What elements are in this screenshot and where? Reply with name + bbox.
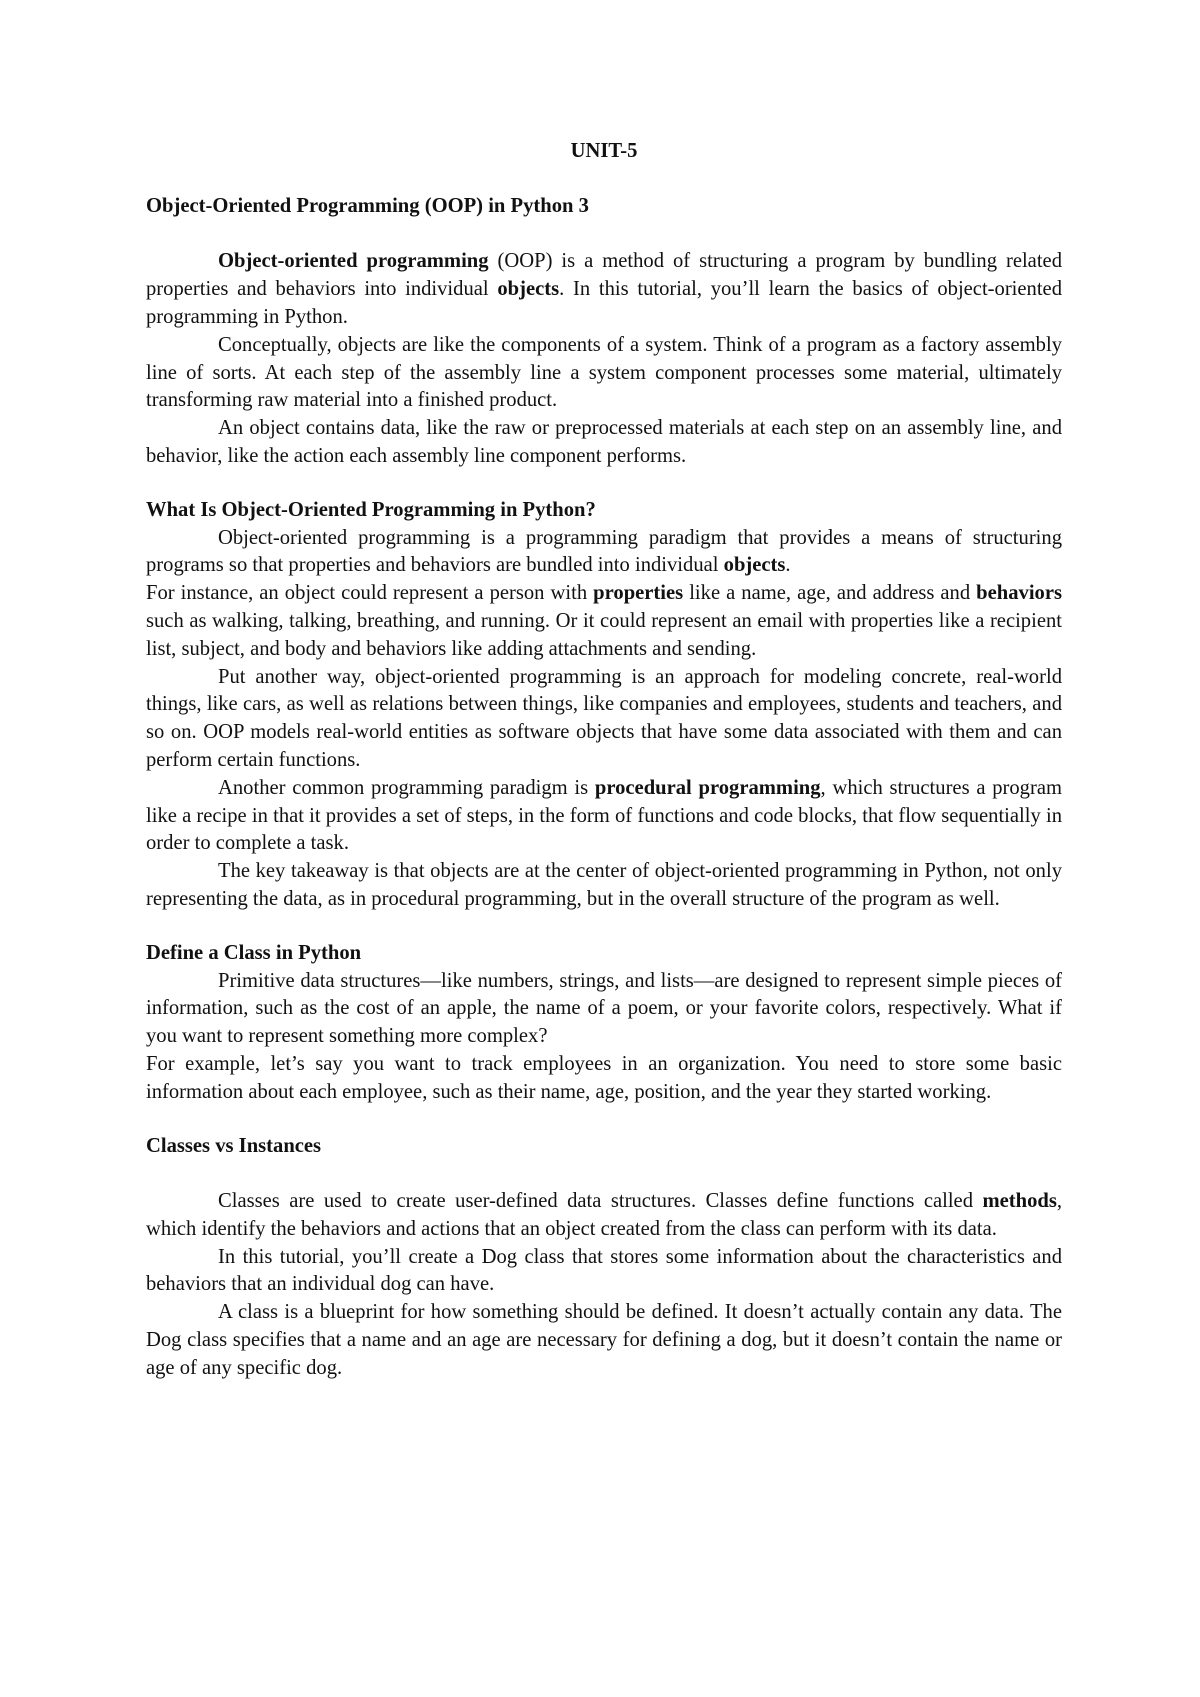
- text-run: An object contains data, like the raw or preprocessed materials at each step on an assembly line, and behavior, like the action each assembly line component performs.: [146, 417, 1062, 467]
- paragraph: [146, 1051, 1062, 1107]
- text-run: , which structures a program like a recipe in that it provides a set of steps, in the form of functions and code blocks, that flow sequentially in order to complete a task.: [146, 776, 1062, 855]
- text-run: Primitive data structures—like numbers, strings, and lists—are designed to represent simple pieces of information, such as the cost of an apple, the name of a poem, or your favorite colors, respectively. What if you want to represent something more complex?: [146, 969, 1062, 1048]
- paragraph: [146, 858, 1062, 914]
- section: [146, 497, 1062, 914]
- document-body: [146, 193, 1062, 1383]
- unit-title: UNIT-5: [570, 140, 638, 162]
- text-run: .: [785, 554, 791, 577]
- text-run: In this tutorial, you’ll create a Dog class that stores some information about the characteristics and behaviors that an individual dog can have.: [146, 1245, 1062, 1296]
- text-run: Put another way, object-oriented programming is an approach for modeling concrete, real-world things, like cars, as well as relations between things, like companies and employees, students and teachers, and so on. OOP models real-world entities as software objects that have some data associated with them and can perform certain functions.: [146, 665, 1062, 771]
- text-run: such as walking, talking, breathing, and running. Or it could represent an email with properties like a recipient list, subject, and body and behaviors like adding attachments and sending.: [146, 609, 1062, 660]
- text-run: . In this tutorial, you’ll learn the basics of object-oriented programming in Python.: [146, 278, 1062, 328]
- blank-line: [146, 1160, 1062, 1188]
- text-run: The key takeaway is that objects are at the center of object-oriented programming in Python, not only representing the data, as in procedural programming, but in the overall structure of the program as well.: [146, 860, 1062, 910]
- bold-term: methods: [982, 1190, 1057, 1213]
- paragraph: [146, 968, 1062, 1051]
- bold-term: Object-oriented programming: [218, 250, 489, 273]
- paragraph: [146, 332, 1062, 415]
- bold-term: objects: [497, 278, 560, 301]
- paragraph: [146, 525, 1062, 581]
- paragraph: [146, 415, 1062, 471]
- text-run: , which identify the behaviors and actions that an object created from the class can perform with its data.: [146, 1190, 1062, 1240]
- paragraph: [146, 1299, 1062, 1382]
- text-run: (OOP) is a method of structuring a program by bundling related properties and behaviors into individual: [146, 250, 1062, 301]
- blank-line: [146, 221, 1062, 249]
- bold-term: objects: [723, 554, 786, 577]
- paragraph: [146, 248, 1062, 331]
- section-heading: Classes vs Instances: [146, 1134, 322, 1157]
- section: [146, 1133, 1062, 1383]
- text-run: Classes are used to create user-defined data structures. Classes define functions called: [218, 1190, 983, 1213]
- paragraph: [146, 1188, 1062, 1244]
- text-run: For instance, an object could represent a person with: [146, 582, 594, 605]
- paragraph: [146, 664, 1062, 775]
- section-heading: Object-Oriented Programming (OOP) in Python 3: [146, 194, 589, 217]
- text-run: Object-oriented programming is a programming paradigm that provides a means of structuring programs so that properties and behaviors are bundled into individual: [146, 526, 1062, 577]
- section: [146, 940, 1062, 1107]
- paragraph: [146, 580, 1062, 663]
- section-heading: Define a Class in Python: [146, 941, 362, 964]
- bold-term: procedural programming: [594, 776, 821, 799]
- paragraph: [146, 1244, 1062, 1300]
- bold-term: behaviors: [976, 582, 1062, 605]
- section-heading: What Is Object-Oriented Programming in Python?: [146, 498, 596, 521]
- paragraph: [146, 775, 1062, 858]
- text-run: Conceptually, objects are like the components of a system. Think of a program as a factory assembly line of sorts. At each step of the assembly line a system component processes some material, ultimately transforming raw material into a finished product.: [146, 333, 1062, 412]
- text-run: For example, let’s say you want to track employees in an organization. You need to store some basic information about each employee, such as their name, age, position, and the year they started working.: [146, 1052, 1062, 1103]
- bold-term: properties: [593, 582, 684, 605]
- text-run: A class is a blueprint for how something should be defined. It doesn’t actually contain any data. The Dog class specifies that a name and an age are necessary for defining a dog, but it doesn’t contain the name or age of any specific dog.: [146, 1301, 1062, 1379]
- text-run: Another common programming paradigm is: [218, 776, 595, 799]
- document-page: [146, 138, 1062, 1383]
- text-run: like a name, age, and address and: [683, 582, 977, 605]
- section: [146, 193, 1062, 471]
